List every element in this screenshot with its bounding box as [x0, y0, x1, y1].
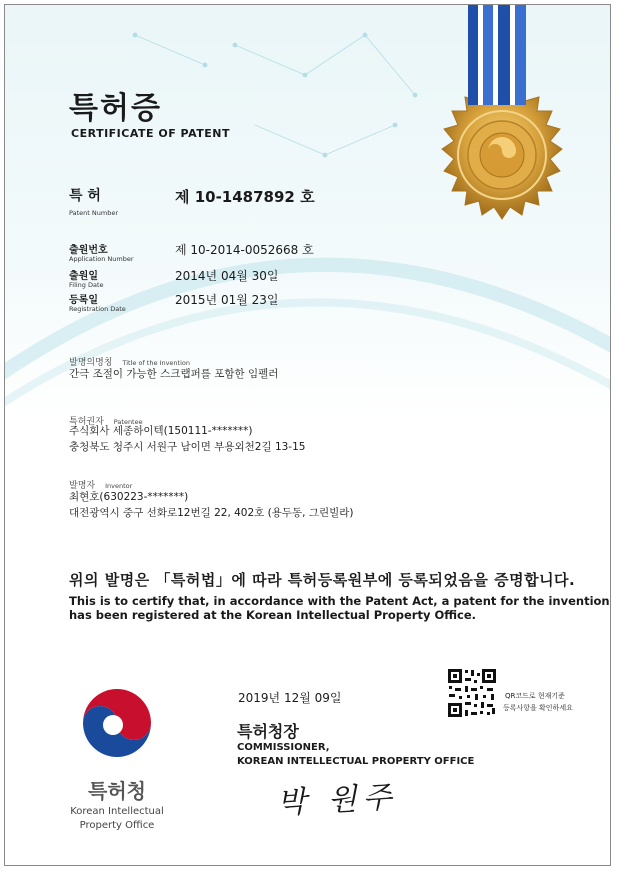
inventor-name: 최현호(630223-*******)	[69, 491, 189, 503]
registration-date: 2015년 01월 23일	[175, 293, 279, 307]
invention-title: 간극 조절이 가능한 스크랩퍼를 포함한 임펠러	[69, 368, 279, 380]
inventor-label: 발명자	[69, 481, 96, 491]
patentee-name: 주식회사 세종하이텍(150111-*******)	[69, 425, 253, 437]
patent-number: 제 10-1487892 호	[175, 188, 315, 206]
patentee-label: 특허권자	[69, 417, 104, 427]
inventor-address: 대전광역시 중구 선화로12번길 22, 402호 (용두동, 그린빌라)	[69, 507, 354, 519]
certificate-title: 특허증	[69, 91, 162, 126]
patent-label: 특 허	[69, 188, 101, 204]
certificate-page	[4, 4, 611, 866]
logo-text-en-1: Korean Intellectual	[70, 806, 164, 817]
registration-label-en: Registration Date	[69, 305, 126, 313]
invention-label: 발명의명칭	[69, 358, 113, 368]
invention-label-en: Title of the Invention	[122, 359, 190, 367]
commissioner-en-1: COMMISSIONER,	[237, 742, 330, 753]
patentee-address: 충청북도 청주시 서원구 남이면 부용외천2길 13-15	[69, 441, 306, 453]
issue-date: 2019년 12월 09일	[238, 691, 342, 705]
filing-label: 출원일	[69, 271, 98, 282]
application-label-en: Application Number	[69, 255, 134, 263]
qr-note-line-2: 등록사항을 확인하세요	[503, 704, 573, 712]
qr-note-line-1: QR코드로 현재기준	[505, 692, 565, 700]
inventor-label-en: Inventor	[105, 482, 133, 490]
registration-label: 등록일	[69, 295, 98, 306]
signature: 박 원주	[276, 779, 399, 822]
patent-label-en: Patent Number	[69, 209, 119, 217]
qr-code-icon	[447, 668, 497, 718]
commissioner-en-2: KOREAN INTELLECTUAL PROPERTY OFFICE	[237, 756, 475, 767]
certify-statement-en-2: has been registered at the Korean Intellectual Property Office.	[69, 608, 477, 622]
filing-label-en: Filing Date	[69, 281, 104, 289]
certificate-subtitle: CERTIFICATE OF PATENT	[71, 127, 230, 140]
certify-statement-ko: 위의 발명은 「특허법」에 따라 특허등록원부에 등록되었음을 증명합니다.	[69, 571, 576, 589]
certify-statement-en-1: This is to certify that, in accordance with the Patent Act, a patent for the invention	[69, 594, 610, 608]
kipo-logo-icon	[81, 689, 153, 763]
ribbon	[468, 5, 526, 105]
patentee-label-en: Patentee	[113, 418, 143, 426]
filing-date: 2014년 04월 30일	[175, 269, 279, 283]
logo-text-ko: 특허청	[88, 779, 146, 803]
logo-text-en-2: Property Office	[79, 820, 155, 831]
application-label: 출원번호	[69, 245, 108, 256]
application-number: 제 10-2014-0052668 호	[175, 243, 314, 257]
commissioner-title: 특허청장	[237, 722, 299, 741]
